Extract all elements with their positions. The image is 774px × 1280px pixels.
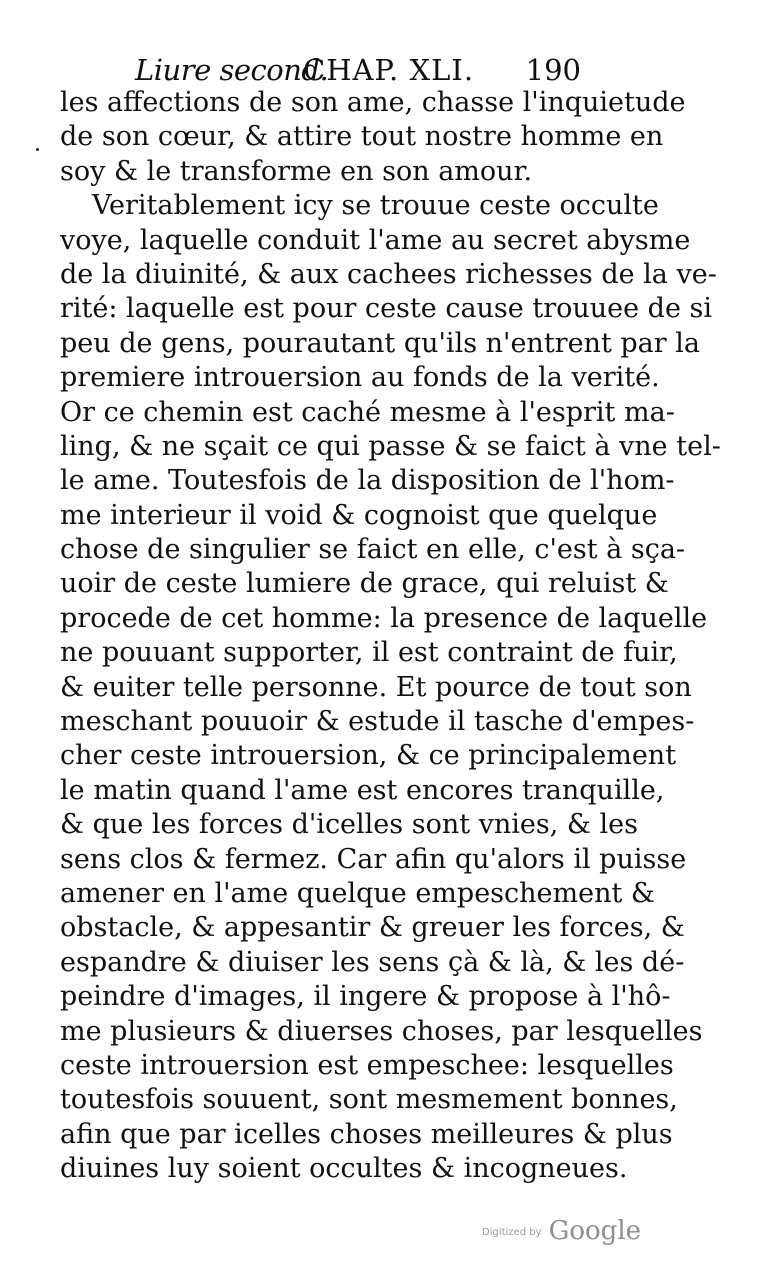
text-line: diuines luy soient occultes & incogneues. <box>60 1153 628 1185</box>
text-line: me interieur il void & cognoist que quelque <box>60 499 658 531</box>
text-line: de son cœur, & attire tout nostre homme en <box>60 121 664 153</box>
google-logo: Google <box>548 1216 642 1246</box>
text-line: ling, & ne sçait ce qui passe & se faict à vne tel- <box>60 430 721 462</box>
text-line: obstacle, & appesantir & greuer les forces, & <box>60 912 685 944</box>
text-line: espandre & diuiser les sens çà & là, & les dé- <box>60 946 685 978</box>
text-line: voye, laquelle conduit l'ame au secret abysme <box>60 224 691 256</box>
digitization-watermark <box>482 1216 641 1256</box>
text-line: & euiter telle personne. Et pource de tout son <box>60 671 692 703</box>
book-title: Liure second. <box>135 53 329 87</box>
running-header <box>135 50 585 90</box>
text-line: soy & le transforme en son amour. <box>60 155 533 187</box>
text-line: de la diuinité, & aux cachees richesses de la ve- <box>60 258 717 290</box>
text-line: peindre d'images, il ingere & propose à l'hô- <box>60 981 671 1013</box>
text-line: le matin quand l'ame est encores tranquille, <box>60 774 665 806</box>
text-line: uoir de ceste lumiere de grace, qui reluist & <box>60 568 669 600</box>
text-line: procede de cet homme: la presence de laquelle <box>60 602 708 634</box>
ink-speck <box>36 148 39 151</box>
text-line: afin que par icelles choses meilleures & plus <box>60 1118 673 1150</box>
digitized-by-label: Digitized by <box>482 1227 542 1238</box>
text-line: Veritablement icy se trouue ceste occulte <box>92 190 659 222</box>
text-line: les affections de son ame, chasse l'inquietude <box>60 87 686 118</box>
text-line: le ame. Toutesfois de la disposition de l'hom- <box>60 465 675 497</box>
text-line: me plusieurs & diuerses choses, par lesquelles <box>60 1015 703 1047</box>
text-line: peu de gens, pourautant qu'ils n'entrent par la <box>60 327 700 359</box>
text-line: meschant pouuoir & estude il tasche d'empes- <box>60 706 695 738</box>
text-line: rité: laquelle est pour ceste cause trouuee de si <box>60 293 713 325</box>
text-line: cher ceste introuersion, & ce principalement <box>60 740 677 772</box>
body-text <box>60 86 721 1187</box>
text-line: chose de singulier se faict en elle, c'est à sça- <box>60 534 686 566</box>
text-line: Or ce chemin est caché mesme à l'esprit ma- <box>60 396 675 428</box>
text-line: ne pouuant supporter, il est contraint de fuir, <box>60 637 678 669</box>
text-line: sens clos & fermez. Car afin qu'alors il puisse <box>60 843 687 875</box>
chapter-heading: CHAP. XLI. <box>303 53 475 87</box>
text-line: ceste introuersion est empeschee: lesquelles <box>60 1049 674 1081</box>
text-line: amener en l'ame quelque empeschement & <box>60 877 655 909</box>
text-line: toutesfois souuent, sont mesmement bonnes, <box>60 1084 678 1116</box>
page-number: 190 <box>525 53 581 87</box>
text-line: premiere introuersion au fonds de la verité. <box>60 362 660 394</box>
text-line: & que les forces d'icelles sont vnies, & les <box>60 809 639 841</box>
